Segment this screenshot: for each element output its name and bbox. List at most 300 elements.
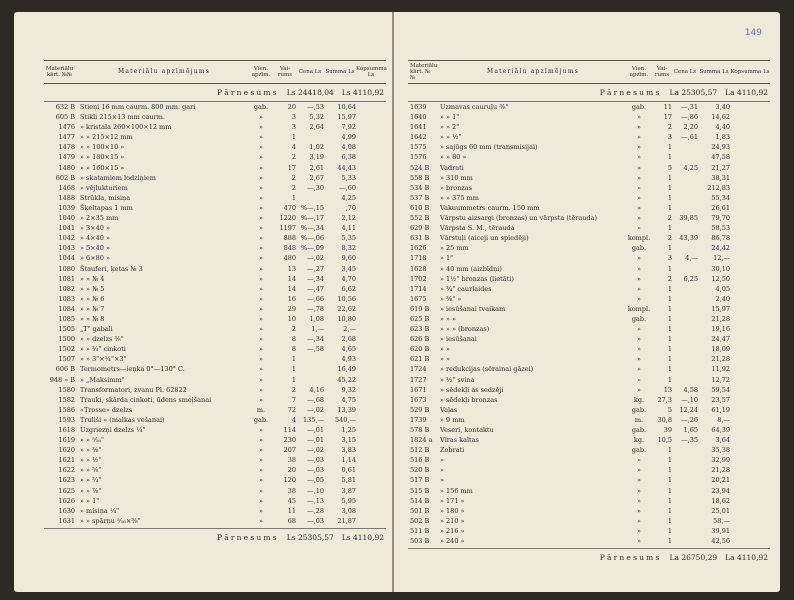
row-quantity: 5 — [667, 405, 672, 414]
row-sum: 32,99 — [711, 456, 730, 465]
row-total — [730, 102, 770, 112]
row-price — [672, 324, 698, 334]
row-quantity: 1 — [667, 466, 672, 475]
table-row — [408, 264, 770, 274]
row-code: 1675 — [410, 294, 427, 303]
header-quantity: Vai- rums — [277, 65, 293, 78]
row-description: » » 3"×¾"×3" — [80, 355, 127, 364]
table-row — [408, 395, 770, 405]
row-price — [672, 486, 698, 496]
row-sum: 4,70 — [341, 274, 356, 283]
row-description: » 40 mm (aizbīdņi) — [440, 264, 502, 273]
row-total — [356, 324, 386, 334]
row-unit: » — [259, 395, 263, 404]
row-price — [672, 344, 698, 354]
row-total — [730, 385, 770, 395]
table-row — [44, 475, 386, 485]
row-price — [672, 142, 698, 152]
row-total — [356, 233, 386, 243]
row-code: 511 B — [410, 526, 430, 535]
row-quantity: 45 — [287, 496, 296, 505]
row-unit: » — [259, 466, 263, 475]
row-sum: 5,35 — [341, 234, 356, 243]
row-description: » » ½" — [440, 133, 462, 142]
row-price — [672, 506, 698, 516]
row-unit: » — [637, 284, 641, 293]
row-quantity: 1 — [667, 365, 672, 374]
row-code: 1673 — [410, 395, 427, 404]
row-sum: 2,68 — [341, 335, 356, 344]
row-quantity: 5 — [667, 163, 672, 172]
table-row — [408, 243, 770, 253]
row-description: » — [440, 456, 444, 465]
row-quantity: 1 — [291, 193, 296, 202]
row-unit: » — [259, 385, 263, 394]
row-price: —,02 — [307, 405, 324, 414]
row-unit: » — [259, 476, 263, 485]
row-description: Uzmavas cauruļu ⅜" — [440, 103, 509, 111]
table-row — [44, 132, 386, 142]
row-description: » » — [440, 345, 451, 354]
row-quantity: 1 — [667, 304, 672, 313]
table-row — [44, 183, 386, 193]
carry-total: Ls 4110,92 — [341, 88, 384, 97]
table-row — [44, 213, 386, 223]
row-code: 552 B — [410, 214, 430, 223]
row-unit: » — [637, 506, 641, 515]
row-total — [356, 465, 386, 475]
row-quantity: 29 — [287, 304, 296, 313]
row-code: 1039 — [58, 203, 75, 212]
row-unit: » — [637, 526, 641, 535]
row-unit: » — [259, 153, 263, 162]
row-total — [730, 233, 770, 243]
row-quantity: 14 — [287, 284, 296, 293]
row-code: 1042 — [58, 234, 75, 243]
row-unit: » — [259, 516, 263, 525]
row-quantity: 1 — [667, 335, 672, 344]
row-code: 623 B — [410, 325, 430, 334]
table-row — [408, 142, 770, 152]
row-description: » » ⅜" — [80, 446, 102, 455]
table-row — [408, 506, 770, 516]
row-sum: 23,94 — [711, 486, 730, 495]
row-description: Truliši » (malkas vešanai) — [80, 415, 165, 424]
row-unit: » — [637, 537, 641, 546]
row-description: » » » (bronzas) — [440, 325, 490, 334]
table-row — [408, 496, 770, 506]
row-total — [730, 183, 770, 193]
header-code: Materiālu kārt. №№ — [45, 65, 74, 78]
row-unit: gab. — [631, 314, 647, 323]
row-code: 1619 — [58, 436, 75, 445]
row-description: » » ⅞" — [80, 486, 102, 495]
row-sum: 4,25 — [341, 193, 356, 202]
row-unit: » — [637, 153, 641, 162]
row-unit: » — [259, 123, 263, 132]
row-description: » 216 » — [440, 526, 465, 535]
row-price: 1,65 — [683, 426, 698, 434]
row-unit: » — [637, 214, 641, 223]
row-unit: m. — [256, 405, 266, 414]
table-row — [44, 284, 386, 294]
row-code: 520 B — [410, 466, 430, 475]
row-total — [356, 142, 386, 152]
row-total — [730, 253, 770, 263]
row-quantity: 470 — [283, 203, 296, 212]
row-description: » 1½" bronzas (lietāti) — [440, 274, 514, 283]
row-unit: gab. — [631, 244, 647, 253]
row-quantity: 72 — [287, 405, 296, 414]
row-price — [296, 354, 324, 364]
row-total — [730, 152, 770, 162]
row-quantity: 3 — [667, 133, 672, 142]
row-description: Uzgriezņi dzelzs ¼" — [80, 426, 146, 434]
row-code: 1505 — [58, 325, 75, 334]
table-row — [408, 253, 770, 263]
row-code: 610 B — [410, 203, 430, 212]
row-unit: gab. — [631, 405, 647, 414]
row-quantity: 1 — [667, 456, 672, 465]
table-row — [44, 142, 386, 152]
row-total — [356, 455, 386, 465]
row-quantity: 17 — [663, 113, 672, 122]
row-code: 1586 — [58, 405, 75, 414]
row-sum: 25,01 — [711, 506, 730, 515]
row-quantity: 1 — [667, 294, 672, 303]
table-row — [408, 445, 770, 455]
row-quantity: 1 — [667, 314, 672, 323]
row-unit: » — [259, 214, 263, 223]
row-quantity: 20 — [287, 466, 296, 475]
row-quantity: 1 — [667, 183, 672, 192]
row-sum: 15,97 — [337, 113, 356, 122]
row-quantity: 1 — [667, 537, 672, 546]
table-row — [44, 435, 386, 445]
row-price: 2,67 — [309, 173, 324, 182]
row-unit: » — [259, 426, 263, 434]
table-row — [44, 465, 386, 475]
row-total — [356, 395, 386, 405]
row-total — [730, 243, 770, 253]
row-unit: » — [259, 314, 263, 323]
row-code: 1824 a — [410, 436, 433, 445]
table-row — [408, 375, 770, 385]
row-sum: 3,15 — [341, 436, 356, 445]
table-row — [44, 163, 386, 173]
row-price: —,78 — [307, 304, 324, 313]
row-price — [672, 264, 698, 274]
row-description: » „Maksimm" — [80, 375, 125, 384]
row-code: 1642 — [410, 133, 427, 142]
row-price — [672, 465, 698, 475]
row-description: » 3×40 » — [80, 224, 110, 233]
row-sum: 6,62 — [341, 284, 356, 293]
row-unit: » — [637, 133, 641, 142]
row-code: 1502 — [58, 345, 75, 354]
row-price: —,34 — [307, 335, 324, 344]
row-code: 1083 — [58, 294, 75, 303]
table-row — [408, 233, 770, 243]
table-row — [408, 122, 770, 132]
row-price — [672, 334, 698, 344]
row-code: 537 B — [410, 193, 430, 202]
row-description: » bronzas — [440, 183, 473, 192]
table-row — [44, 152, 386, 162]
row-unit: » — [259, 375, 263, 384]
row-total — [730, 294, 770, 304]
row-total — [356, 183, 386, 193]
row-code: 1507 — [58, 355, 75, 364]
row-sum: 79,70 — [711, 214, 730, 223]
carry-over — [44, 528, 386, 546]
table-row — [408, 405, 770, 415]
row-description: » 240 » — [440, 537, 465, 546]
row-sum: 11,92 — [711, 365, 730, 374]
row-total — [356, 334, 386, 344]
table-row — [408, 203, 770, 213]
table-row — [44, 496, 386, 506]
row-quantity: 3 — [291, 123, 296, 132]
ledger-rows — [408, 102, 770, 546]
row-total — [730, 142, 770, 152]
row-description: » » 180×15 » — [80, 153, 125, 162]
table-row — [44, 102, 386, 112]
row-total — [356, 496, 386, 506]
row-unit: » — [637, 325, 641, 334]
row-sum: 3,40 — [715, 103, 730, 111]
row-unit: » — [259, 113, 263, 122]
row-price: —,01 — [307, 426, 324, 434]
row-description: » » 375 mm — [440, 193, 479, 202]
row-unit: m. — [634, 415, 644, 424]
row-sum: 10,64 — [337, 103, 356, 111]
row-price — [672, 294, 698, 304]
row-description: » misiņa ¼" — [80, 506, 120, 515]
row-quantity: 1 — [291, 355, 296, 364]
row-code: 1082 — [58, 284, 75, 293]
row-quantity: 230 — [283, 436, 296, 445]
table-row — [44, 344, 386, 354]
row-price — [672, 526, 698, 536]
row-quantity: 10,5 — [657, 436, 672, 445]
row-code: 503 B — [410, 537, 430, 546]
row-description: » 5×40 » — [80, 244, 110, 253]
row-code: 1628 — [410, 264, 427, 273]
table-row — [408, 274, 770, 284]
row-sum: 18,62 — [711, 496, 730, 505]
row-price: —,47 — [307, 284, 324, 293]
carry-over — [408, 548, 770, 566]
row-sum: 1,83 — [715, 133, 730, 142]
row-description: » » 100×10 » — [80, 143, 125, 152]
row-sum: 21,28 — [711, 466, 730, 475]
row-sum: 21,28 — [711, 314, 730, 323]
table-row — [44, 516, 386, 526]
row-unit: » — [259, 234, 263, 243]
row-unit: kg. — [633, 436, 645, 445]
row-unit: » — [637, 375, 641, 384]
row-code: 631 B — [410, 234, 430, 243]
carry-label: Pārnesums — [599, 553, 662, 563]
row-description: Vaļas — [440, 405, 458, 414]
row-sum: 540,— — [335, 415, 356, 424]
row-sum: 4,99 — [341, 133, 356, 142]
row-quantity: 1 — [667, 325, 672, 334]
row-quantity: 1 — [667, 476, 672, 485]
row-unit: » — [637, 365, 641, 374]
row-total — [356, 314, 386, 324]
row-price: %—,09 — [300, 244, 324, 253]
row-sum: 2,12 — [341, 214, 356, 223]
row-sum: 4,40 — [715, 123, 730, 132]
table-row — [408, 324, 770, 334]
row-sum: 21,87 — [337, 516, 356, 525]
row-description: » » № 4 — [80, 274, 105, 283]
row-quantity: 207 — [283, 446, 296, 455]
row-total — [356, 516, 386, 526]
row-total — [730, 354, 770, 364]
row-total — [730, 203, 770, 213]
table-row — [44, 314, 386, 324]
row-unit: » — [637, 355, 641, 364]
row-price: 4,16 — [309, 385, 324, 394]
row-quantity: 1 — [667, 193, 672, 202]
table-row — [408, 183, 770, 193]
table-header — [44, 60, 386, 84]
table-row — [44, 486, 386, 496]
row-code: 1630 — [58, 506, 75, 515]
row-description: Transformatori, zvanu Pl. 62822 — [80, 385, 187, 394]
row-price — [672, 152, 698, 162]
row-quantity: 1 — [667, 224, 672, 233]
page-number: 149 — [744, 28, 762, 38]
row-quantity: 1 — [667, 496, 672, 505]
row-sum: ,70 — [345, 203, 356, 212]
row-description: » 156 mm — [440, 486, 473, 495]
row-unit: » — [259, 446, 263, 455]
row-description: Zobrati — [440, 446, 465, 455]
row-description: Termometrs—ieņka 0°—130° C. — [80, 365, 185, 374]
row-price: 43,39 — [679, 234, 698, 243]
row-quantity: 2 — [667, 274, 672, 283]
row-price — [672, 475, 698, 485]
row-price: 4,25 — [683, 163, 698, 172]
row-description: » 1" — [440, 254, 454, 263]
row-price: —,26 — [681, 415, 698, 424]
row-total — [356, 475, 386, 485]
row-unit: » — [259, 506, 263, 515]
table-row — [408, 465, 770, 475]
row-sum: 7,92 — [341, 123, 356, 132]
row-quantity: 20 — [287, 103, 296, 111]
row-price — [672, 314, 698, 324]
row-unit: » — [637, 183, 641, 192]
row-price — [672, 445, 698, 455]
row-sum: 86,78 — [711, 234, 730, 243]
row-price — [672, 193, 698, 203]
row-code: 625 B — [410, 314, 430, 323]
row-sum: 10,56 — [337, 294, 356, 303]
table-row — [408, 385, 770, 395]
row-code: 1714 — [410, 284, 427, 293]
table-row — [408, 112, 770, 122]
row-quantity: 30,8 — [657, 415, 672, 424]
row-price: —,34 — [307, 274, 324, 283]
table-row — [408, 132, 770, 142]
row-code: 620 B — [410, 345, 430, 354]
row-price — [672, 183, 698, 193]
row-sum: 19,16 — [711, 325, 730, 334]
row-description: » » № 7 — [80, 304, 105, 313]
row-sum: 4,05 — [715, 284, 730, 293]
row-quantity: 1 — [667, 526, 672, 535]
row-code: 1702 — [410, 274, 427, 283]
row-unit: » — [259, 345, 263, 354]
table-row — [44, 203, 386, 213]
row-price: —,02 — [307, 254, 324, 263]
row-total — [730, 496, 770, 506]
row-quantity: 1 — [667, 355, 672, 364]
row-description: Vārstuļi (aiceji un spiedēji) — [440, 234, 529, 243]
row-total — [730, 445, 770, 455]
row-code: 629 B — [410, 224, 430, 233]
row-price: 2,20 — [683, 123, 698, 132]
row-code: 1620 — [58, 446, 75, 455]
row-description: » 2×35 mm — [80, 214, 119, 223]
row-quantity: 68 — [287, 516, 296, 525]
table-row — [44, 274, 386, 284]
row-code: 1631 — [58, 516, 75, 525]
carry-label: Pārnesums — [216, 88, 279, 97]
table-row — [408, 435, 770, 445]
row-description: » » № 8 — [80, 314, 105, 323]
row-code: 1625 — [58, 486, 75, 495]
row-price: —,61 — [681, 133, 698, 142]
row-description: » » 1" — [440, 113, 460, 122]
table-row — [44, 304, 386, 314]
row-quantity: 1 — [667, 173, 672, 182]
table-row — [408, 294, 770, 304]
row-unit: » — [637, 335, 641, 344]
table-header — [408, 60, 770, 84]
row-sum: 8,— — [717, 415, 730, 424]
row-description: Vadrati — [440, 163, 464, 172]
row-total — [730, 486, 770, 496]
row-price — [672, 354, 698, 364]
row-sum: 6,38 — [341, 153, 356, 162]
row-description: » » spārņu ⁵⁄₁₆×⅜" — [80, 516, 141, 525]
row-unit: » — [637, 113, 641, 122]
row-unit: kompl. — [627, 304, 651, 313]
row-unit: » — [259, 365, 263, 374]
row-description: Stieņi 16 mm caurm. 800 mm. gari — [80, 103, 196, 111]
row-unit: » — [259, 335, 263, 344]
row-sum: 20,21 — [711, 476, 730, 485]
table-row — [408, 536, 770, 546]
row-unit: gab. — [631, 446, 647, 455]
row-total — [356, 284, 386, 294]
row-code: 502 B — [410, 516, 430, 525]
table-row — [44, 425, 386, 435]
row-unit: » — [637, 193, 641, 202]
row-description: «Trosse» dzelzs — [80, 405, 133, 414]
table-row — [408, 455, 770, 465]
row-total — [730, 223, 770, 233]
row-price: 3,19 — [309, 153, 324, 162]
left-page — [14, 12, 392, 592]
row-price: 5,32 — [309, 113, 324, 122]
